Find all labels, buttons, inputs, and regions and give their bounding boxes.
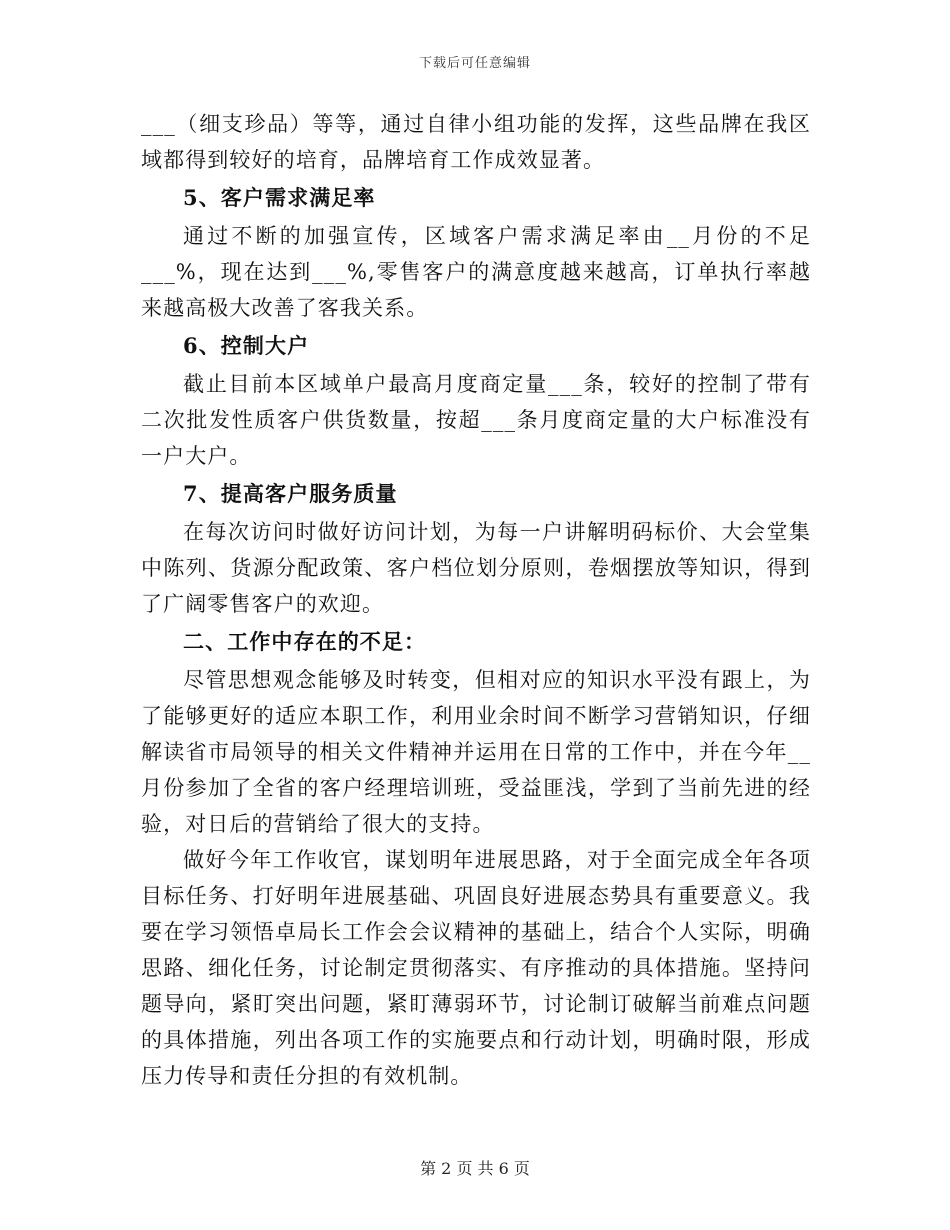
heading-shortcomings: 二、工作中存在的不足： bbox=[183, 629, 427, 654]
page-footer: 第 2 页 共 6 页 bbox=[420, 1159, 530, 1178]
paragraph-next-year-plan: 做好今年工作收官，谋划明年进展思路，对于全面完成全年各项目标任务、打好明年进展基础、巩固良好进展态势具有重要意义。我要在学习领悟卓局长工作会会议精神的基础上，结合个人实际，明确思路、细化任务，讨论制定贯彻落实、有序推动的具体措施。坚持问题导向，紧盯突出问题，紧盯薄弱环节，讨论制订破解当前难点问题的具体措施，列出各项工作的实施要点和行动计划，明确时限，形成压力传导和责任分担的有效机制。 bbox=[141, 848, 811, 1088]
heading-service-quality: 7、提高客户服务质量 bbox=[183, 481, 398, 506]
paragraph-demand-satisfaction: 通过不断的加强宣传，区域客户需求满足率由__月份的不足___%，现在达到___%,零售客户的满意度越来越高，订单执行率越来越高极大改善了客我关系。 bbox=[141, 224, 811, 320]
paragraph-service-quality: 在每次访问时做好访问计划，为每一户讲解明码标价、大会堂集中陈列、货源分配政策、客户档位划分原则，卷烟摆放等知识，得到了广阔零售客户的欢迎。 bbox=[141, 520, 811, 616]
paragraph-shortcomings: 尽管思想观念能够及时转变，但相对应的知识水平没有跟上，为了能够更好的适应本职工作，利用业余时间不断学习营销知识，仔细解读省市局领导的相关文件精神并运用在日常的工作中，并在今年__月份参加了全省的客户经理培训班，受益匪浅，学到了当前先进的经验，对日后的营销给了很大的支持。 bbox=[141, 668, 811, 836]
paragraph-brand-cultivation: ___（细支珍品）等等，通过自律小组功能的发挥，这些品牌在我区域都得到较好的培育，品牌培育工作成效显著。 bbox=[141, 112, 811, 172]
heading-demand-satisfaction: 5、客户需求满足率 bbox=[183, 185, 376, 210]
page-header: 下载后可任意编辑 bbox=[418, 56, 531, 71]
document-body bbox=[141, 106, 811, 1094]
heading-control-large-accounts: 6、控制大户 bbox=[183, 333, 310, 358]
paragraph-control-large-accounts: 截止目前本区域单户最高月度商定量___条，较好的控制了带有二次批发性质客户供货数量，按超___条月度商定量的大户标准没有一户大户。 bbox=[141, 372, 811, 468]
